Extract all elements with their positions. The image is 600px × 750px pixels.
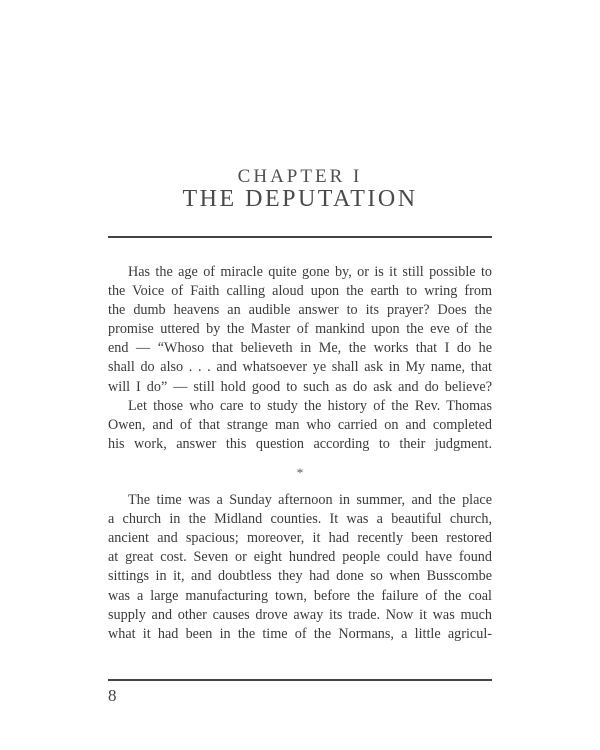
- chapter-number: CHAPTER I: [237, 166, 363, 187]
- paragraph-3: [108, 491, 492, 644]
- text-line: shall do also . . . and whatsoever ye shall ask in My name, that: [108, 359, 492, 376]
- section-separator: *: [296, 464, 304, 480]
- text-line: Let those who care to study the history of the Rev. Thomas: [128, 397, 492, 414]
- paragraph-1: [108, 263, 492, 397]
- text-line: his work, answer this question according to their judgment.: [108, 435, 492, 452]
- body-text: [108, 263, 492, 644]
- text-line: at great cost. Seven or eight hundred people could have found: [108, 549, 492, 566]
- text-line: what it had been in the time of the Normans, a little agricul-: [108, 625, 492, 642]
- text-line: end — “Whoso that believeth in Me, the works that I do he: [108, 340, 492, 357]
- text-line: the Voice of Faith calling aloud upon the earth to wring from: [108, 283, 492, 300]
- text-line: Owen, and of that strange man who carried on and completed: [108, 416, 492, 433]
- paragraph-2: [108, 397, 492, 454]
- text-line: The time was a Sunday afternoon in summer, and the place: [128, 492, 492, 509]
- bottom-rule: [108, 679, 492, 681]
- text-line: ancient and spacious; moreover, it had recently been restored: [108, 530, 492, 547]
- top-rule: [108, 236, 492, 238]
- text-line: will I do” — still hold good to such as do ask and do believe?: [108, 378, 492, 395]
- text-line: Has the age of miracle quite gone by, or is it still possible to: [128, 264, 492, 280]
- page-number: 8: [108, 686, 117, 705]
- text-line: promise uttered by the Master of mankind upon the eve of the: [108, 321, 492, 338]
- text-line: was a large manufacturing town, before the failure of the coal: [108, 587, 492, 604]
- text-line: a church in the Midland counties. It was a beautiful church,: [108, 511, 492, 528]
- text-line: sittings in it, and doubtless they had done so when Busscombe: [108, 568, 492, 585]
- chapter-title: THE DEPUTATION: [182, 186, 418, 212]
- text-line: the dumb heavens an audible answer to its prayer? Does the: [108, 302, 492, 319]
- text-line: supply and other causes drove away its trade. Now it was much: [108, 606, 492, 623]
